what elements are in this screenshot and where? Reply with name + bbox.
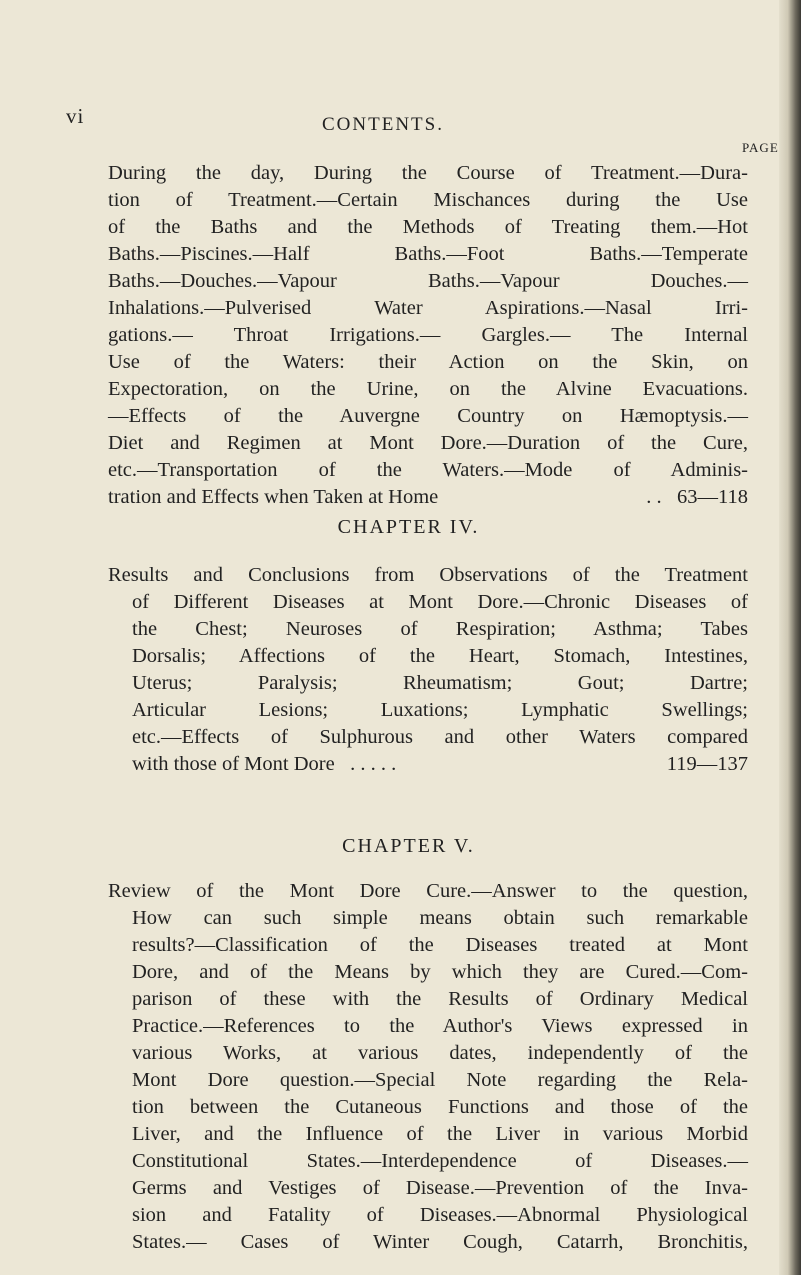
toc-line: Inhalations.—Pulverised Water Aspirations.—Nasal Irri- (108, 297, 748, 319)
toc-line: Expectoration, on the Urine, on the Alvine Evacuations. (108, 378, 748, 400)
toc-line: of the Baths and the Methods of Treating them.—Hot (108, 216, 748, 238)
toc-line: —Effects of the Auvergne Country on Hæmoptysis.— (108, 405, 748, 427)
toc-line: of Different Diseases at Mont Dore.—Chronic Diseases of (132, 591, 748, 613)
toc-first-line: Results and Conclusions from Observations of the Treatment (108, 564, 748, 586)
toc-last-line-text: with those of Mont Dore (132, 753, 335, 775)
page-number: vi (66, 104, 85, 128)
toc-line: Dore, and of the Means by which they are Cured.—Com- (132, 961, 748, 983)
toc-line: etc.—Effects of Sulphurous and other Waters compared (132, 726, 748, 748)
toc-line: tion between the Cutaneous Functions and those of the (132, 1096, 748, 1118)
page-edge-shadow (779, 0, 801, 1275)
running-head: CONTENTS. (322, 114, 444, 135)
toc-last-line (108, 751, 748, 778)
chapter-4-heading: CHAPTER IV. (337, 516, 480, 538)
toc-line: During the day, During the Course of Treatment.—Dura- (108, 162, 748, 184)
dot-leader: . . . . . (350, 753, 397, 775)
toc-line: results?—Classification of the Diseases treated at Mont (132, 934, 748, 956)
toc-line: the Chest; Neuroses of Respiration; Asthma; Tabes (132, 618, 748, 640)
toc-line: sion and Fatality of Diseases.—Abnormal Physiological (132, 1204, 748, 1226)
toc-line: tion of Treatment.—Certain Mischances during the Use (108, 189, 748, 211)
toc-first-line: Review of the Mont Dore Cure.—Answer to the question, (108, 880, 748, 902)
toc-line: Use of the Waters: their Action on the Skin, on (108, 351, 748, 373)
page-range-value: 63—118 (677, 486, 748, 508)
toc-line: Liver, and the Influence of the Liver in various Morbid (132, 1123, 748, 1145)
toc-line: various Works, at various dates, independently of the (132, 1042, 748, 1064)
toc-line: Practice.—References to the Author's Views expressed in (132, 1015, 748, 1037)
toc-line: Mont Dore question.—Special Note regarding the Rela- (132, 1069, 748, 1091)
toc-last-line (108, 484, 748, 511)
toc-line: Constitutional States.—Interdependence of Diseases.— (132, 1150, 748, 1172)
toc-line: Articular Lesions; Luxations; Lymphatic Swellings; (132, 699, 748, 721)
dot-leader: . . (646, 486, 662, 508)
chapter-5-heading: CHAPTER V. (342, 835, 475, 857)
page-range-value: 119—137 (666, 753, 748, 775)
chapter4-contents-entry (108, 562, 748, 778)
toc-line: States.— Cases of Winter Cough, Catarrh, Bronchitis, (132, 1231, 748, 1253)
toc-line: etc.—Transportation of the Waters.—Mode of Adminis- (108, 459, 748, 481)
toc-line: Germs and Vestiges of Disease.—Prevention of the Inva- (132, 1177, 748, 1199)
toc-line: Baths.—Piscines.—Half Baths.—Foot Baths.—Temperate (108, 243, 748, 265)
chapter3-contents-entry (108, 160, 748, 511)
toc-line: Baths.—Douches.—Vapour Baths.—Vapour Douches.— (108, 270, 748, 292)
toc-line: Uterus; Paralysis; Rheumatism; Gout; Dartre; (132, 672, 748, 694)
toc-line: Dorsalis; Affections of the Heart, Stomach, Intestines, (132, 645, 748, 667)
toc-line: parison of these with the Results of Ordinary Medical (132, 988, 748, 1010)
page-range (646, 484, 748, 511)
chapter5-contents-entry (108, 878, 748, 1256)
toc-line: gations.— Throat Irrigations.— Gargles.— The Internal (108, 324, 748, 346)
page-column-label: PAGE (742, 140, 779, 155)
toc-line: Diet and Regimen at Mont Dore.—Duration of the Cure, (108, 432, 748, 454)
toc-line: How can such simple means obtain such remarkable (132, 907, 748, 929)
toc-last-line-text: tration and Effects when Taken at Home (108, 486, 439, 508)
